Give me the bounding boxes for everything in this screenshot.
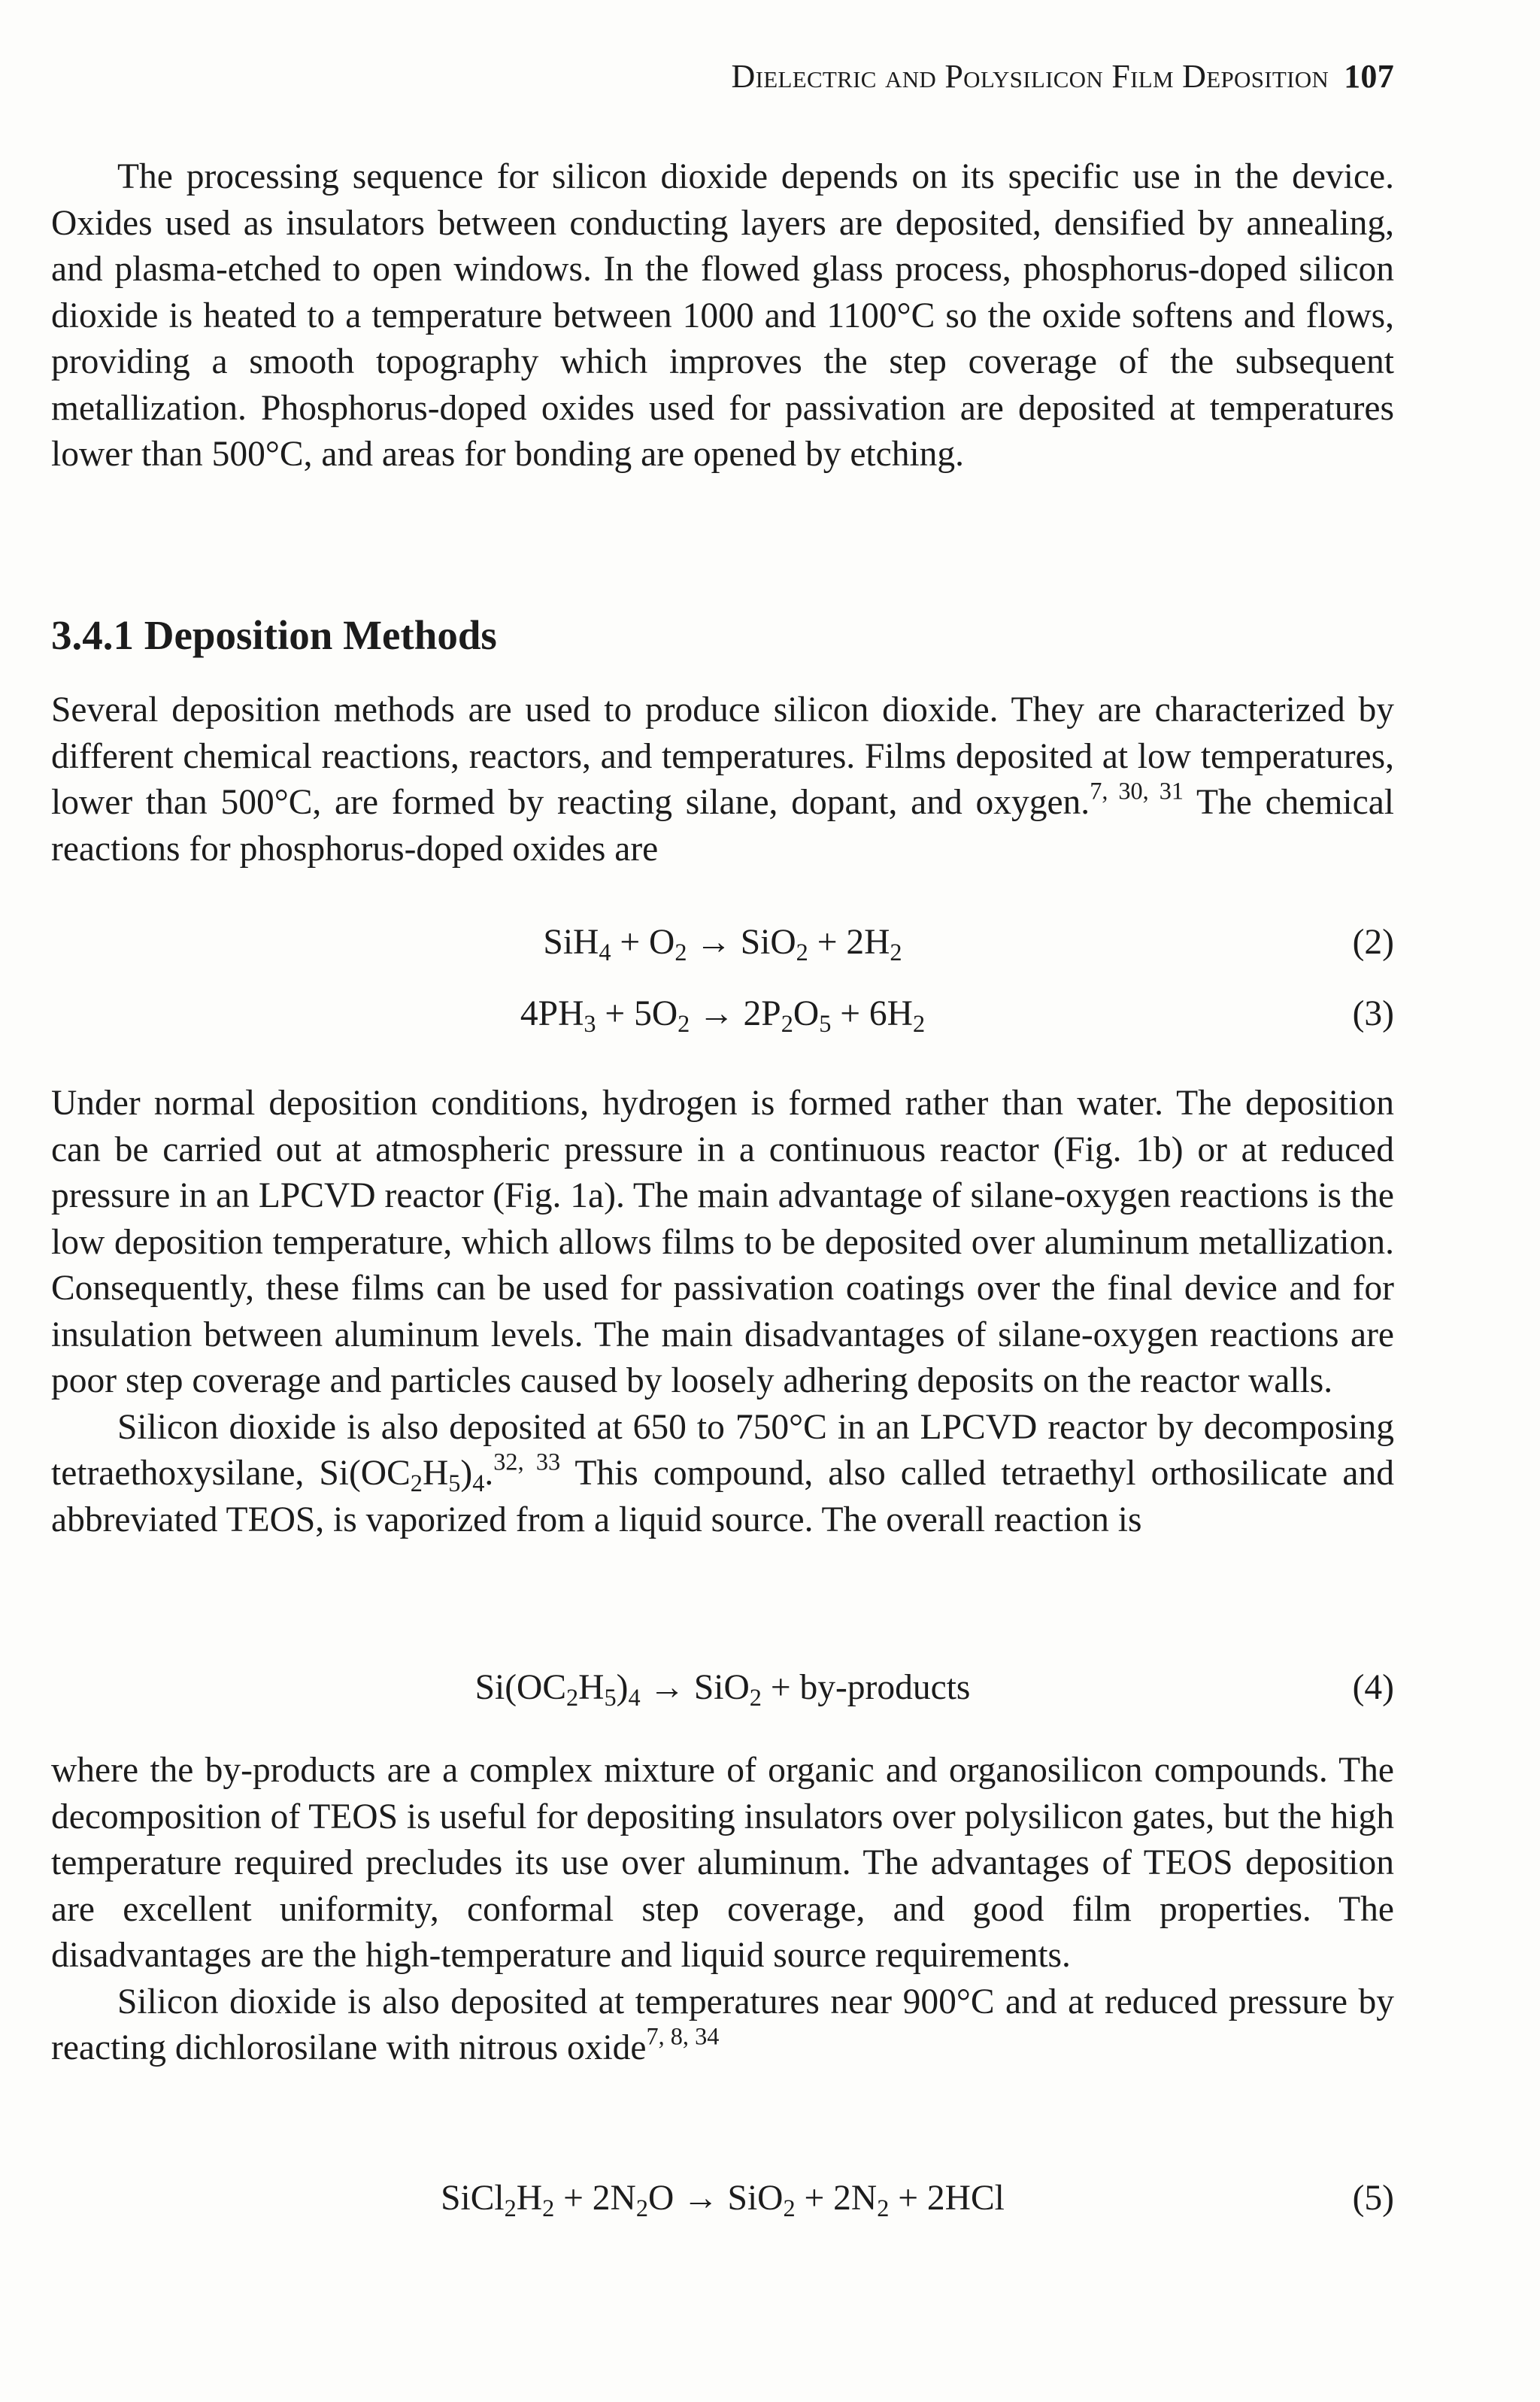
reference-superscript: 7, 30, 31 (1090, 777, 1184, 805)
equation-2 (51, 920, 1394, 966)
reference-superscript: 32, 33 (493, 1448, 561, 1475)
equation-3 (51, 991, 1394, 1038)
paragraph-text: Under normal deposition conditions, hydrogen is formed rather than water. The deposition can be carried out at atmospheric pressure in a continuous reactor (Fig. 1b) or at reduced pressure in an LPCVD reactor (Fig. 1a). The main advantage of silane-oxygen reactions is the low deposition temperature, which allows films to be deposited over aluminum metallization. Consequently, these films can be used for passivation coatings over the final device and for insulation between aluminum levels. The main disadvantages of silane-oxygen reactions are poor step coverage and particles caused by loosely adhering deposits on the reactor walls. (51, 1084, 1394, 1400)
reference-superscript: 7, 8, 34 (646, 2022, 720, 2050)
paragraph-normal-conditions (51, 1081, 1394, 1543)
paragraph-text: Silicon dioxide is also deposited at temperatures near 900°C and at reduced pressure by reacting dichlorosilane with nitrous oxide$^{7, 8, 34}$ (51, 1982, 1394, 2067)
paragraph-text: Silicon dioxide is also deposited at 650 to 750°C in an LPCVD reactor by decomposing tetraethoxysilane, $Si(OC_2H_5)_4.^{32, 33}$ This compound, also called tetraethyl orthosilicate and abbreviated TEOS, is vaporized from a liquid source. The overall reaction is (51, 1407, 1395, 1539)
equation-number: (5) (1352, 2179, 1394, 2218)
paragraph-text: The processing sequence for silicon dioxide depends on its specific use in the device. Oxides used as insulators between conducting layers are deposited, densified by annealing, and plasma-etched to open windows. In the flowed glass process, phosphorus-doped silicon dioxide is heated to a temperature between 1000 and 1100°C so the oxide softens and flows, providing a smooth topography which improves the step coverage of the subsequent metallization. Phosphorus-doped oxides used for passivation are deposited at temperatures lower than 500°C, and areas for bonding are opened by etching. (51, 157, 1394, 474)
equation-number: (3) (1352, 994, 1394, 1033)
section-number: 3.4.1 (51, 612, 134, 658)
equation-number: (2) (1352, 923, 1394, 962)
equation-expression: $Si(OC_2H_5)_4 \to SiO_2$ + by-products (474, 1668, 971, 1712)
paragraph-deposition-methods (51, 687, 1394, 872)
section-title: Deposition Methods (144, 612, 497, 658)
equation-expression: $SiH_4 + O_2 \to SiO_2 + 2H_2$ (543, 923, 902, 966)
running-title: Dielectric and Polysilicon Film Deposition (731, 58, 1329, 95)
paragraph-text: where the by-products are a complex mixture of organic and organosilicon compounds. The decomposition of TEOS is useful for depositing insulators over polysilicon gates, but the high temperature required precludes its use over aluminum. The advantages of TEOS deposition are excellent uniformity, conformal step coverage, and good film properties. The disadvantages are the high-temperature and liquid source requirements. (51, 1751, 1394, 1975)
paragraph-processing-sequence (51, 154, 1394, 478)
page-number: 107 (1344, 58, 1394, 95)
equation-expression: $4PH_3 + 5O_2 \to 2P_2O_5 + 6H_2$ (520, 994, 926, 1038)
equation-expression: $SiCl_2H_2 + 2N_2O \to SiO_2 + 2N_2 + 2HCl$ (441, 2179, 1005, 2222)
paragraph-by-products (51, 1748, 1394, 2072)
equation-5 (51, 2176, 1394, 2222)
equation-4 (51, 1665, 1394, 1712)
running-header (732, 57, 1394, 96)
equation-number: (4) (1352, 1668, 1394, 1707)
paragraph-text: Several deposition methods are used to produce silicon dioxide. They are characterized by different chemical reactions, reactors, and temperatures. Films deposited at low temperatures, lower than 500°C, are formed by reacting silane, dopant, and oxygen.$^{7, 30, 31}$ The chemical reactions for phosphorus-doped oxides are (51, 690, 1394, 869)
section-heading (51, 609, 497, 662)
